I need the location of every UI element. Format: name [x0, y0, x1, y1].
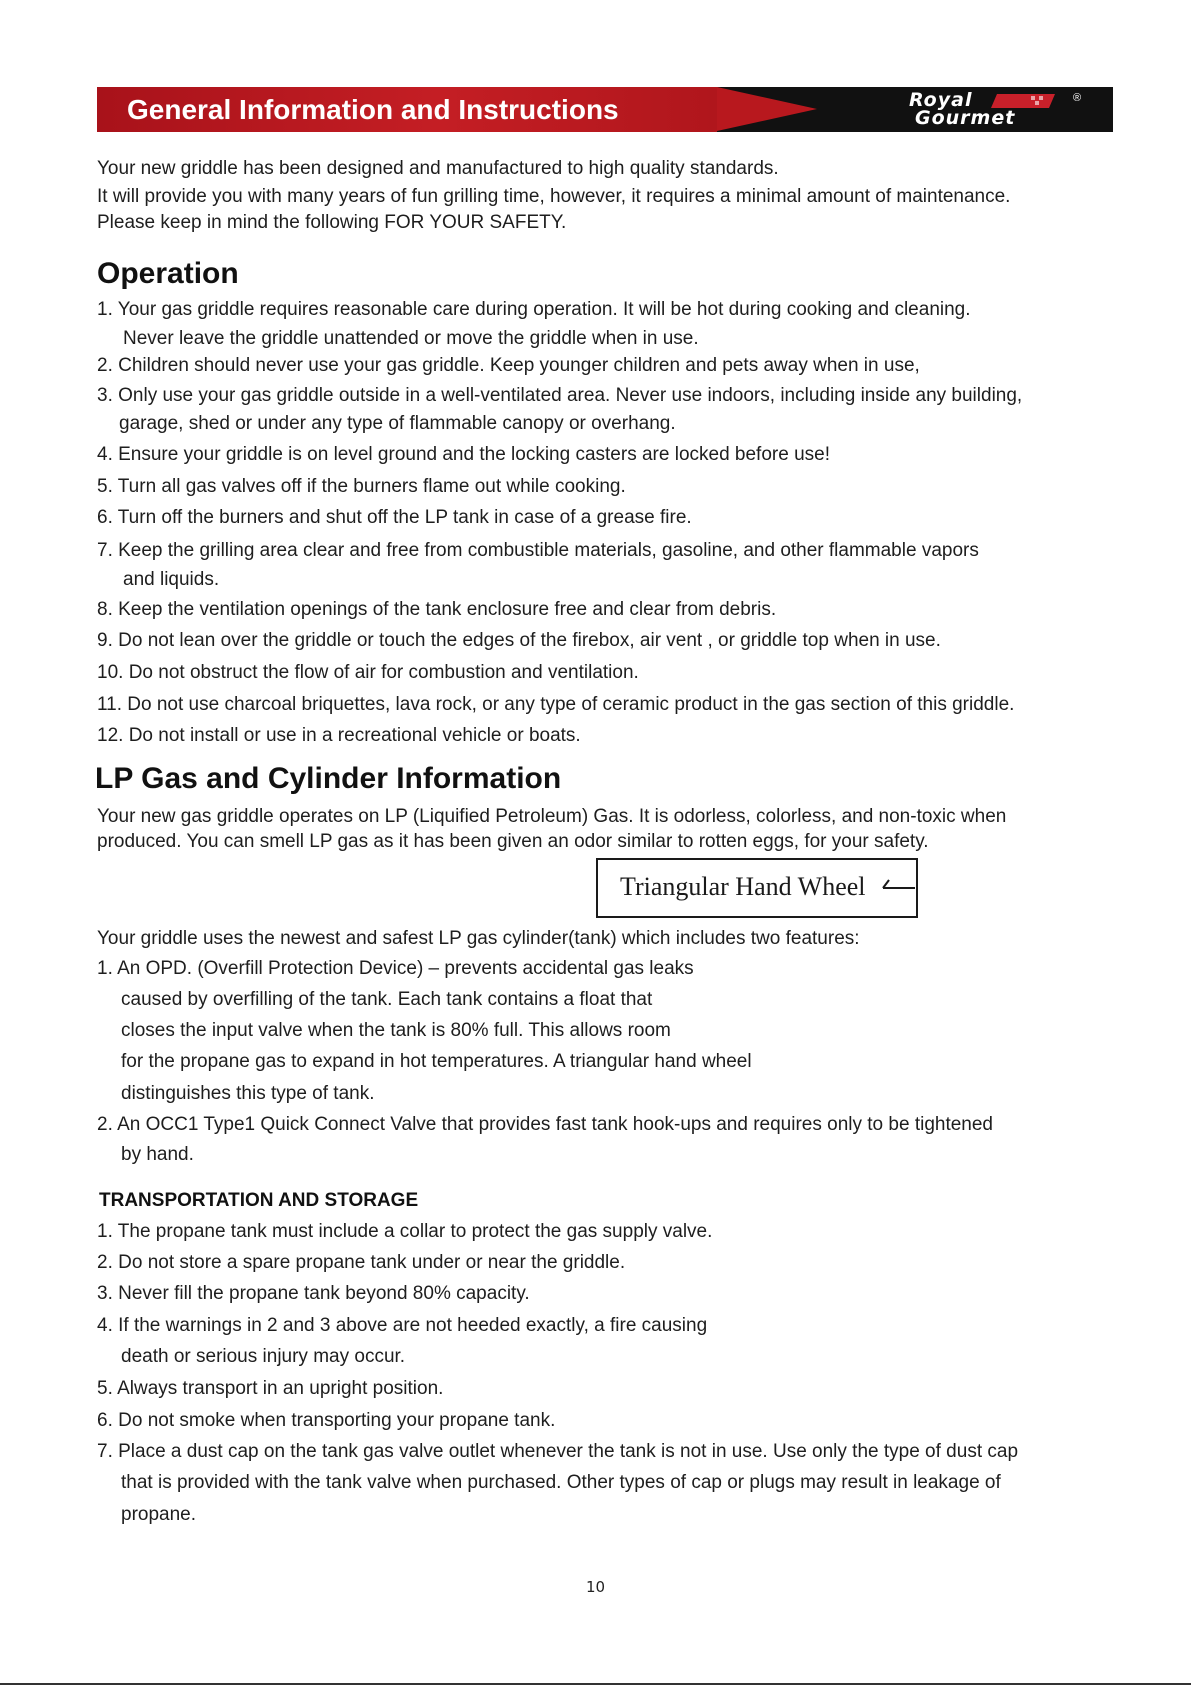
operation-line: 11. Do not use charcoal briquettes, lava rock, or any type of ceramic product in the gas section of this griddle.	[97, 694, 1015, 715]
operation-line: 8. Keep the ventilation openings of the tank enclosure free and clear from debris.	[97, 599, 777, 620]
heading-lp-gas: LP Gas and Cylinder Information	[95, 762, 562, 795]
callout-pointer-icon	[879, 876, 915, 900]
lp-line: by hand.	[121, 1144, 194, 1165]
operation-line: 1. Your gas griddle requires reasonable care during operation. It will be hot during cooking and cleaning.	[97, 299, 971, 320]
page-title: General Information and Instructions	[127, 94, 619, 125]
transport-line: 3. Never fill the propane tank beyond 80% capacity.	[97, 1283, 530, 1304]
section-header-bar	[97, 87, 1113, 132]
transport-line: 7. Place a dust cap on the tank gas valve outlet whenever the tank is not in use. Use only the type of dust cap	[97, 1441, 1019, 1462]
operation-line: and liquids.	[123, 569, 220, 590]
operation-line: 10. Do not obstruct the flow of air for combustion and ventilation.	[97, 662, 639, 683]
operation-line: 12. Do not install or use in a recreational vehicle or boats.	[97, 725, 581, 746]
lp-line: Your griddle uses the newest and safest LP gas cylinder(tank) which includes two features:	[97, 928, 860, 949]
operation-line: 5. Turn all gas valves off if the burners flame out while cooking.	[97, 476, 626, 497]
intro-line: Your new griddle has been designed and manufactured to high quality standards.	[97, 158, 779, 179]
header-arrow-shape	[717, 87, 817, 131]
lp-intro-line: produced. You can smell LP gas as it has been given an odor similar to rotten eggs, for your safety.	[97, 831, 929, 852]
transport-line: 4. If the warnings in 2 and 3 above are not heeded exactly, a fire causing	[97, 1315, 708, 1336]
lp-line: closes the input valve when the tank is 80% full. This allows room	[121, 1020, 671, 1041]
logo-text-gourmet: Gourmet	[915, 107, 1016, 129]
triangular-hand-wheel-callout	[596, 858, 918, 918]
lp-line: 1. An OPD. (Overfill Protection Device) – prevents accidental gas leaks	[97, 958, 694, 979]
intro-line: It will provide you with many years of fun grilling time, however, it requires a minimal amount of maintenance.	[97, 186, 1011, 207]
operation-line: 2. Children should never use your gas griddle. Keep younger children and pets away when in use,	[97, 355, 920, 376]
operation-line: Never leave the griddle unattended or move the griddle when in use.	[123, 328, 699, 349]
transport-line: 1. The propane tank must include a collar to protect the gas supply valve.	[97, 1221, 713, 1242]
intro-line: Please keep in mind the following FOR YOUR SAFETY.	[97, 212, 567, 233]
transport-line: that is provided with the tank valve when purchased. Other types of cap or plugs may result in leakage of	[121, 1472, 1001, 1493]
lp-line: 2. An OCC1 Type1 Quick Connect Valve that provides fast tank hook-ups and requires only to be tightened	[97, 1114, 993, 1135]
lp-line: caused by overfilling of the tank. Each tank contains a float that	[121, 989, 653, 1010]
operation-line: 9. Do not lean over the griddle or touch the edges of the firebox, air vent , or griddle top when in use.	[97, 630, 941, 651]
callout-label: Triangular Hand Wheel	[620, 872, 866, 901]
operation-line: 6. Turn off the burners and shut off the LP tank in case of a grease fire.	[97, 507, 692, 528]
transport-line: death or serious injury may occur.	[121, 1346, 406, 1367]
transport-line: propane.	[121, 1504, 197, 1525]
transport-line: 6. Do not smoke when transporting your propane tank.	[97, 1410, 556, 1431]
logo-text-royal: Royal	[909, 89, 973, 111]
lp-intro-line: Your new gas griddle operates on LP (Liquified Petroleum) Gas. It is odorless, colorless, and non-toxic when	[97, 806, 1007, 827]
operation-line: 4. Ensure your griddle is on level ground and the locking casters are locked before use!	[97, 444, 830, 465]
lp-line: distinguishes this type of tank.	[121, 1083, 375, 1104]
page-number: 10	[585, 1578, 606, 1596]
lp-line: for the propane gas to expand in hot temperatures. A triangular hand wheel	[121, 1051, 752, 1072]
logo-checkered-flag-icon	[991, 94, 1055, 108]
heading-transportation: TRANSPORTATION AND STORAGE	[99, 1190, 419, 1211]
transport-line: 2. Do not store a spare propane tank under or near the griddle.	[97, 1252, 626, 1273]
operation-line: garage, shed or under any type of flammable canopy or overhang.	[119, 413, 676, 434]
registered-mark: ®	[1073, 92, 1082, 104]
heading-operation: Operation	[97, 257, 239, 290]
transport-line: 5. Always transport in an upright position.	[97, 1378, 444, 1399]
operation-line: 7. Keep the grilling area clear and free from combustible materials, gasoline, and other flammable vapors	[97, 540, 979, 561]
royal-gourmet-logo	[907, 90, 1107, 130]
operation-line: 3. Only use your gas griddle outside in a well-ventilated area. Never use indoors, including inside any building,	[97, 385, 1023, 406]
